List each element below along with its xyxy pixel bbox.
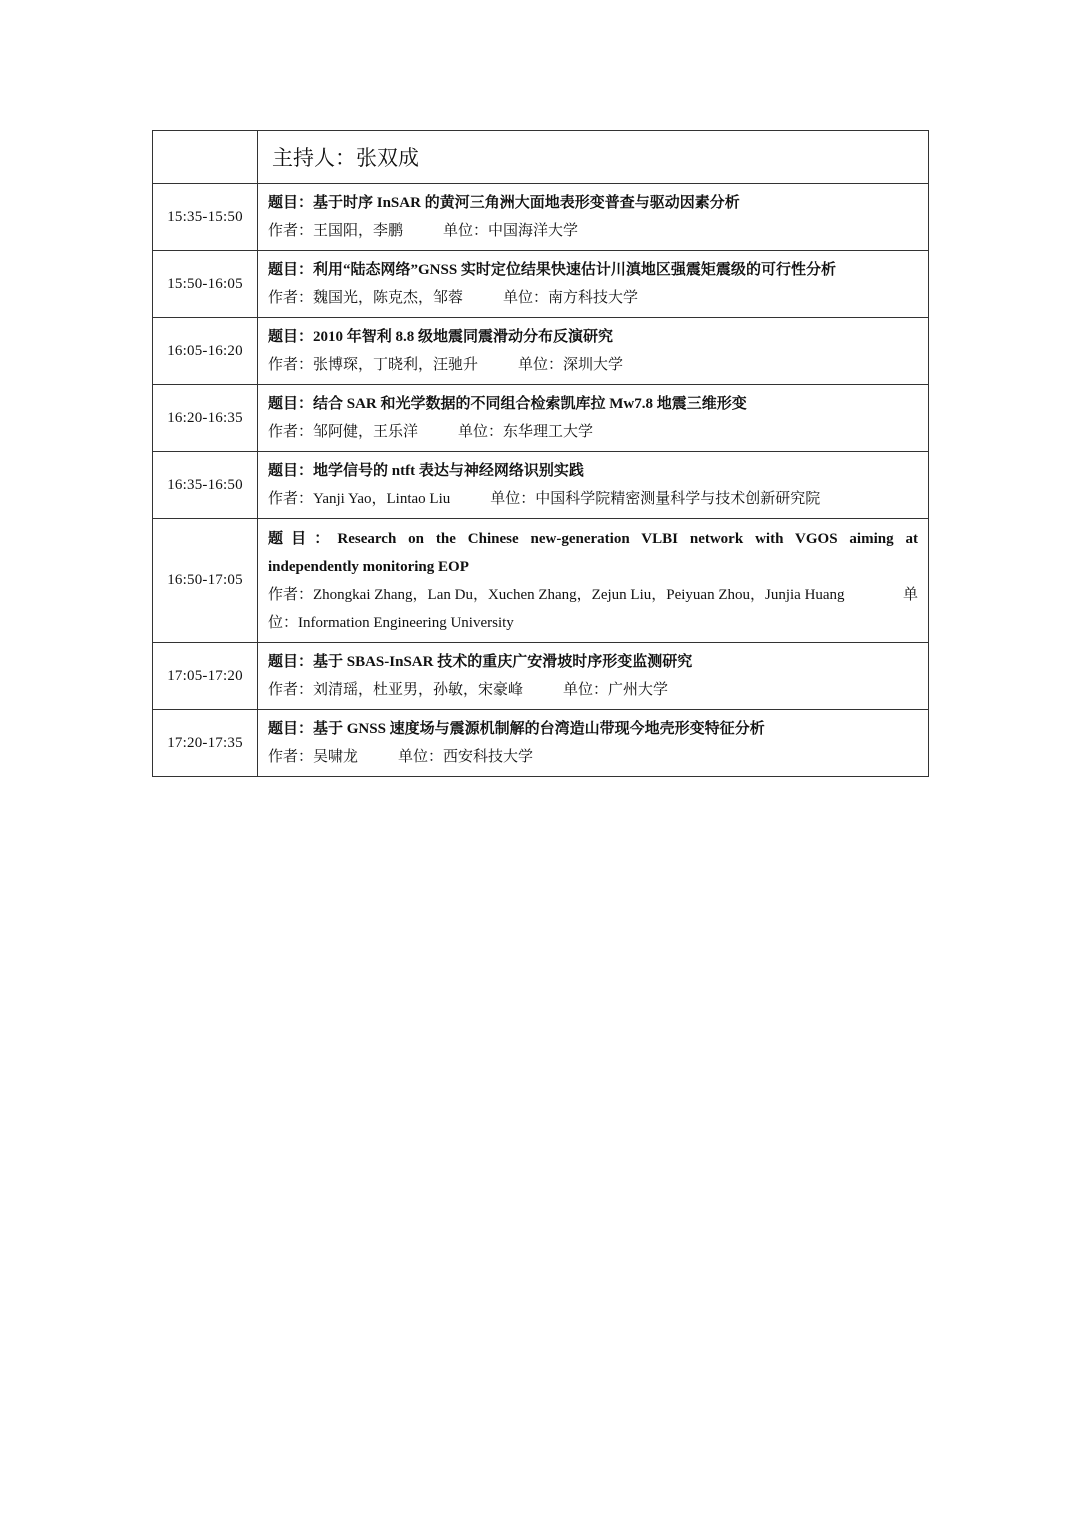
- session-byline: [268, 485, 918, 513]
- session-content: [258, 519, 929, 643]
- session-time: 16:35-16:50: [153, 452, 258, 519]
- session-byline: [268, 217, 918, 245]
- session-authors: 作者：刘清瑶，杜亚男，孙敏，宋豪峰: [268, 682, 524, 698]
- session-time: 16:05-16:20: [153, 318, 258, 385]
- session-content: [258, 643, 929, 710]
- session-title: 题目：2010 年智利 8.8 级地震同震滑动分布反演研究: [268, 329, 614, 345]
- session-time: 15:50-16:05: [153, 251, 258, 318]
- table-row: [153, 519, 929, 643]
- session-authors: 作者：王国阳，李鹏: [268, 223, 404, 239]
- session-title: 题目：基于 GNSS 速度场与震源机制解的台湾造山带现今地壳形变特征分析: [268, 721, 765, 737]
- session-title: 题目：地学信号的 ntft 表达与神经网络识别实践: [268, 463, 584, 479]
- host-label: 主持人：张双成: [258, 131, 929, 184]
- session-title: 题目：利用“陆态网络”GNSS 实时定位结果快速估计川滇地区强震矩震级的可行性分析: [268, 262, 836, 278]
- table-row: [153, 318, 929, 385]
- session-authors: 作者：张博琛，丁晓利，汪驰升: [268, 357, 479, 373]
- session-authors: 作者：邹阿健，王乐洋: [268, 424, 419, 440]
- table-row: [153, 385, 929, 452]
- session-time: 17:05-17:20: [153, 643, 258, 710]
- session-unit: 单位：广州大学: [563, 682, 669, 698]
- schedule-table: [152, 130, 929, 777]
- session-title-continued: independently monitoring EOP: [268, 558, 469, 575]
- session-title: 题目：基于 SBAS-InSAR 技术的重庆广安滑坡时序形变监测研究: [268, 654, 693, 670]
- session-unit: 单位：中国海洋大学: [443, 223, 579, 239]
- table-row: [153, 251, 929, 318]
- session-byline: [268, 581, 918, 609]
- host-row: [153, 131, 929, 184]
- session-content: [258, 452, 929, 519]
- session-byline: [268, 418, 918, 446]
- session-byline: [268, 743, 918, 771]
- session-content: [258, 184, 929, 251]
- table-row: [153, 643, 929, 710]
- session-time: 17:20-17:35: [153, 710, 258, 777]
- session-unit: 单位：东华理工大学: [458, 424, 594, 440]
- session-title: 题目：基于时序 InSAR 的黄河三角洲大面地表形变普查与驱动因素分析: [268, 195, 740, 211]
- table-row: [153, 184, 929, 251]
- session-content: [258, 251, 929, 318]
- session-unit: 单位：中国科学院精密测量科学与技术创新研究院: [490, 491, 821, 507]
- session-byline: [268, 351, 918, 379]
- session-title: 题目：结合 SAR 和光学数据的不同组合检索凯库拉 Mw7.8 地震三维形变: [268, 396, 747, 412]
- table-row: [153, 452, 929, 519]
- session-byline: [268, 676, 918, 704]
- session-authors: 作者：Zhongkai Zhang，Lan Du，Xuchen Zhang，Zejun Liu，Peiyuan Zhou，Junjia Huang: [268, 586, 845, 603]
- session-time: 16:50-17:05: [153, 519, 258, 643]
- host-time-cell: [153, 131, 258, 184]
- session-unit: 单位：深圳大学: [518, 357, 624, 373]
- session-authors: 作者：吴啸龙: [268, 749, 359, 765]
- session-unit-start: 单: [902, 586, 918, 603]
- table-row: [153, 710, 929, 777]
- session-time: 16:20-16:35: [153, 385, 258, 452]
- session-time: 15:35-15:50: [153, 184, 258, 251]
- session-unit: 单位：南方科技大学: [503, 290, 639, 306]
- session-byline: [268, 284, 918, 312]
- session-unit: 单位：西安科技大学: [398, 749, 534, 765]
- session-authors: 作者：魏国光，陈克杰，邹蓉: [268, 290, 464, 306]
- session-content: [258, 385, 929, 452]
- session-authors: 作者：Yanji Yao，Lintao Liu: [268, 491, 451, 507]
- session-content: [258, 710, 929, 777]
- session-unit: 位：Information Engineering University: [268, 614, 514, 631]
- session-content: [258, 318, 929, 385]
- session-title: 题目：Research on the Chinese new-generation VLBI network with VGOS aiming at: [268, 530, 918, 547]
